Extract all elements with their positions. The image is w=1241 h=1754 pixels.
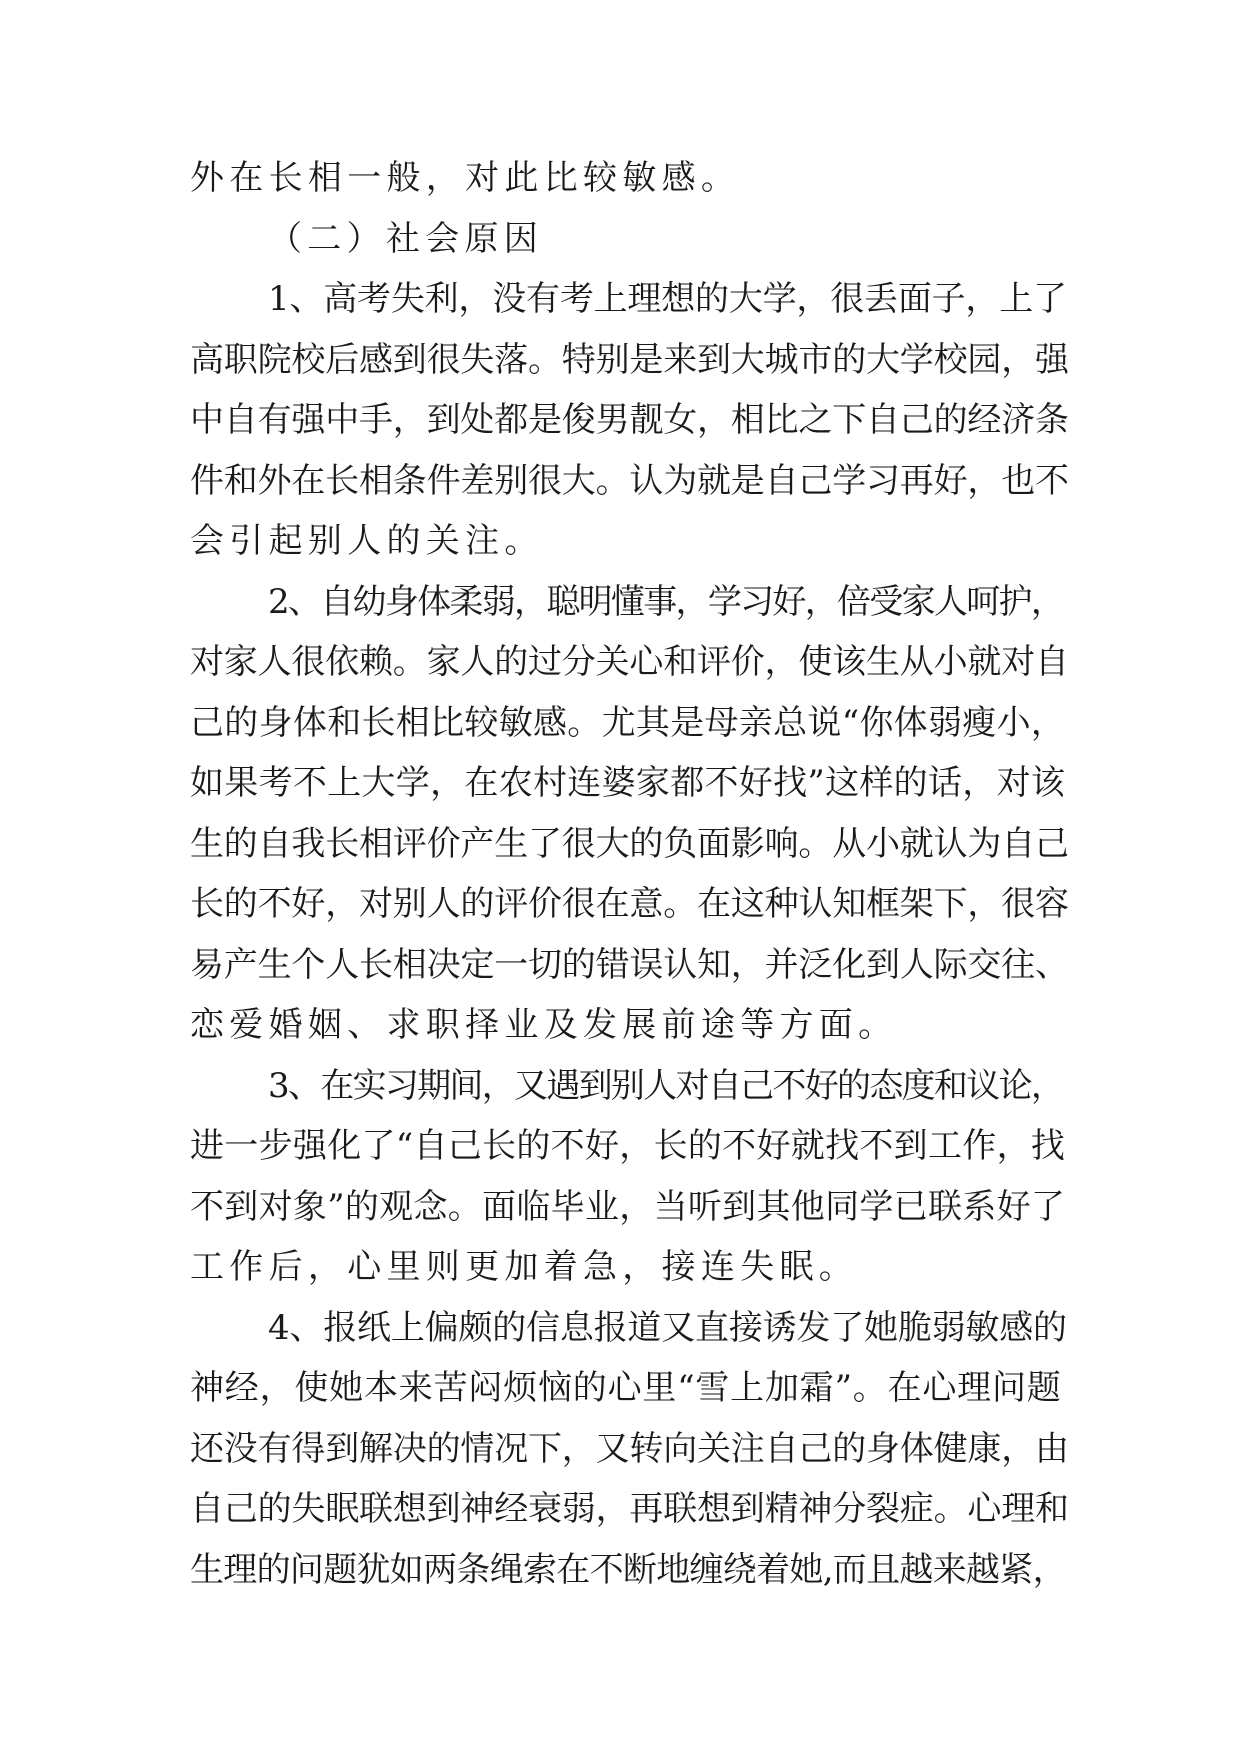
text-line: 还没有得到解决的情况下，又转向关注自己的身体健康，由 xyxy=(190,1428,1069,1469)
text-line: 进一步强化了“自己长的不好，长的不好就找不到工作，找 xyxy=(190,1126,1066,1166)
text-line: 恋爱婚姻、求职择业及发展前途等方面。 xyxy=(190,1005,898,1045)
text-line: 3、在实习期间，又遇到别人对自己不好的态度和议论， xyxy=(268,1065,1064,1106)
text-line: 生理的问题犹如两条绳索在不断地缠绕着她,而且越来越紧， xyxy=(190,1549,1066,1590)
text-line: 高职院校后感到很失落。特别是来到大城市的大学校园，强 xyxy=(190,339,1069,380)
text-line: 如果考不上大学，在农村连婆家都不好找”这样的话，对该 xyxy=(190,763,1066,803)
text-line: 生的自我长相评价产生了很大的负面影响。从小就认为自己 xyxy=(190,823,1069,864)
text-line: 己的身体和长相比较敏感。尤其是母亲总说“你体弱瘦小， xyxy=(190,702,1066,743)
text-line: 神经，使她本来苦闷烦恼的心里“雪上加霜”。在心理问题 xyxy=(190,1368,1062,1408)
text-line: 2、自幼身体柔弱，聪明懂事，学习好，倍受家人呵护， xyxy=(268,581,1064,622)
text-line: 长的不好，对别人的评价很在意。在这种认知框架下，很容 xyxy=(190,884,1069,924)
text-line: 自己的失眠联想到神经衰弱，再联想到精神分裂症。心理和 xyxy=(190,1489,1069,1529)
text-line: 会引起别人的关注。 xyxy=(190,521,544,561)
text-line: （二）社会原因 xyxy=(268,218,544,259)
text-line: 中自有强中手，到处都是俊男靓女，相比之下自己的经济条 xyxy=(190,400,1069,440)
document-body-text xyxy=(190,148,1070,1600)
text-line: 不到对象”的观念。面临毕业，当听到其他同学已联系好了 xyxy=(190,1186,1066,1227)
text-line: 工作后，心里则更加着急，接连失眠。 xyxy=(190,1247,859,1287)
text-line: 对家人很依赖。家人的过分关心和评价，使该生从小就对自 xyxy=(190,642,1069,682)
text-line: 4、报纸上偏颇的信息报道又直接诱发了她脆弱敏感的 xyxy=(268,1307,1067,1348)
text-line: 易产生个人长相决定一切的错误认知，并泛化到人际交往、 xyxy=(190,944,1069,985)
text-line: 外在长相一般，对此比较敏感。 xyxy=(190,158,741,198)
text-line: 1、高考失利，没有考上理想的大学，很丢面子，上了 xyxy=(268,279,1067,319)
text-line: 件和外在长相条件差别很大。认为就是自己学习再好，也不 xyxy=(190,460,1069,501)
